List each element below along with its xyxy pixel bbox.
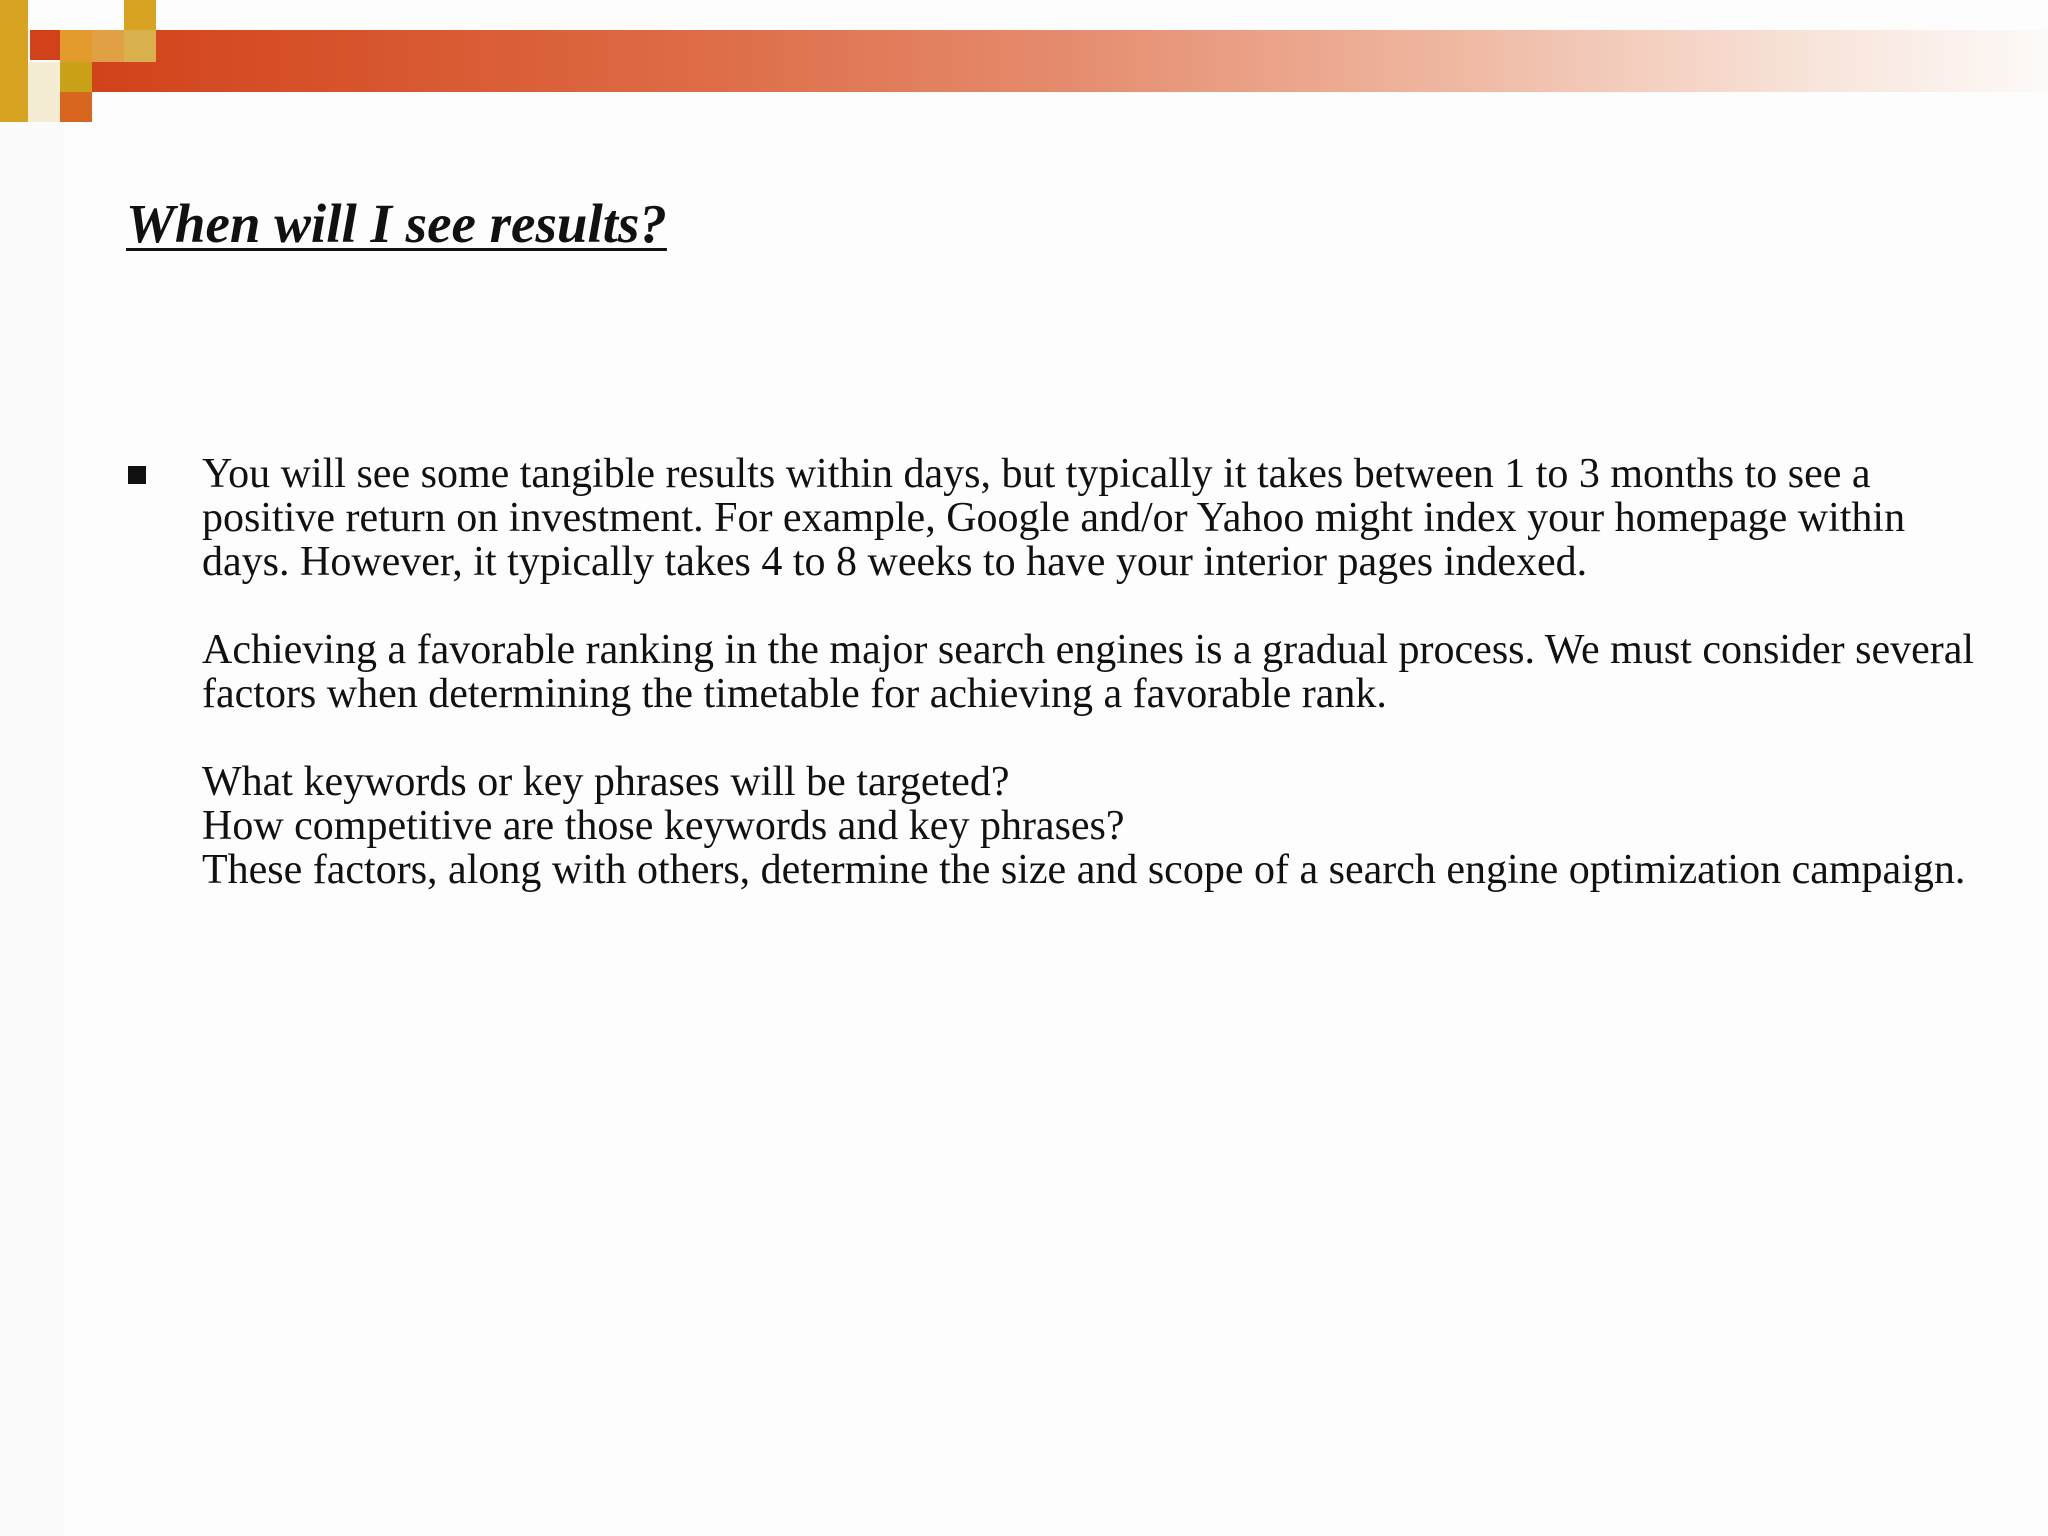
- header-square: [124, 0, 156, 30]
- header-square: [60, 92, 92, 122]
- header-gradient-bar: [88, 30, 2048, 92]
- paragraph-campaign-scope: These factors, along with others, determine the size and scope of a search engine optimization campaign.: [202, 847, 1966, 893]
- header-square: [60, 62, 92, 92]
- paragraph-ranking-process: Achieving a favorable ranking in the major search engines is a gradual process. We must consider several factors when determining the timetable for achieving a favorable rank.: [202, 627, 1975, 717]
- question-competition: How competitive are those keywords and key phrases?: [202, 803, 1125, 849]
- header-square: [30, 30, 60, 60]
- header-square: [60, 30, 92, 62]
- header-square: [92, 30, 124, 62]
- bullet-body: [202, 452, 2002, 892]
- slide-title: When will I see results?: [126, 193, 667, 254]
- paragraph-results-timing: You will see some tangible results within days, but typically it takes between 1 to 3 months to see a positive return on investment. For example, Google and/or Yahoo might index your homepage within days. However, it typically takes 4 to 8 weeks to have your interior pages indexed.: [202, 451, 1906, 585]
- header-square: [28, 62, 60, 122]
- left-margin-stripe: [0, 122, 64, 1536]
- square-bullet-icon: [128, 466, 146, 484]
- header-square: [0, 0, 28, 122]
- question-keywords: What keywords or key phrases will be targeted?: [202, 759, 1010, 805]
- header-square: [28, 0, 60, 30]
- header-square: [124, 30, 156, 62]
